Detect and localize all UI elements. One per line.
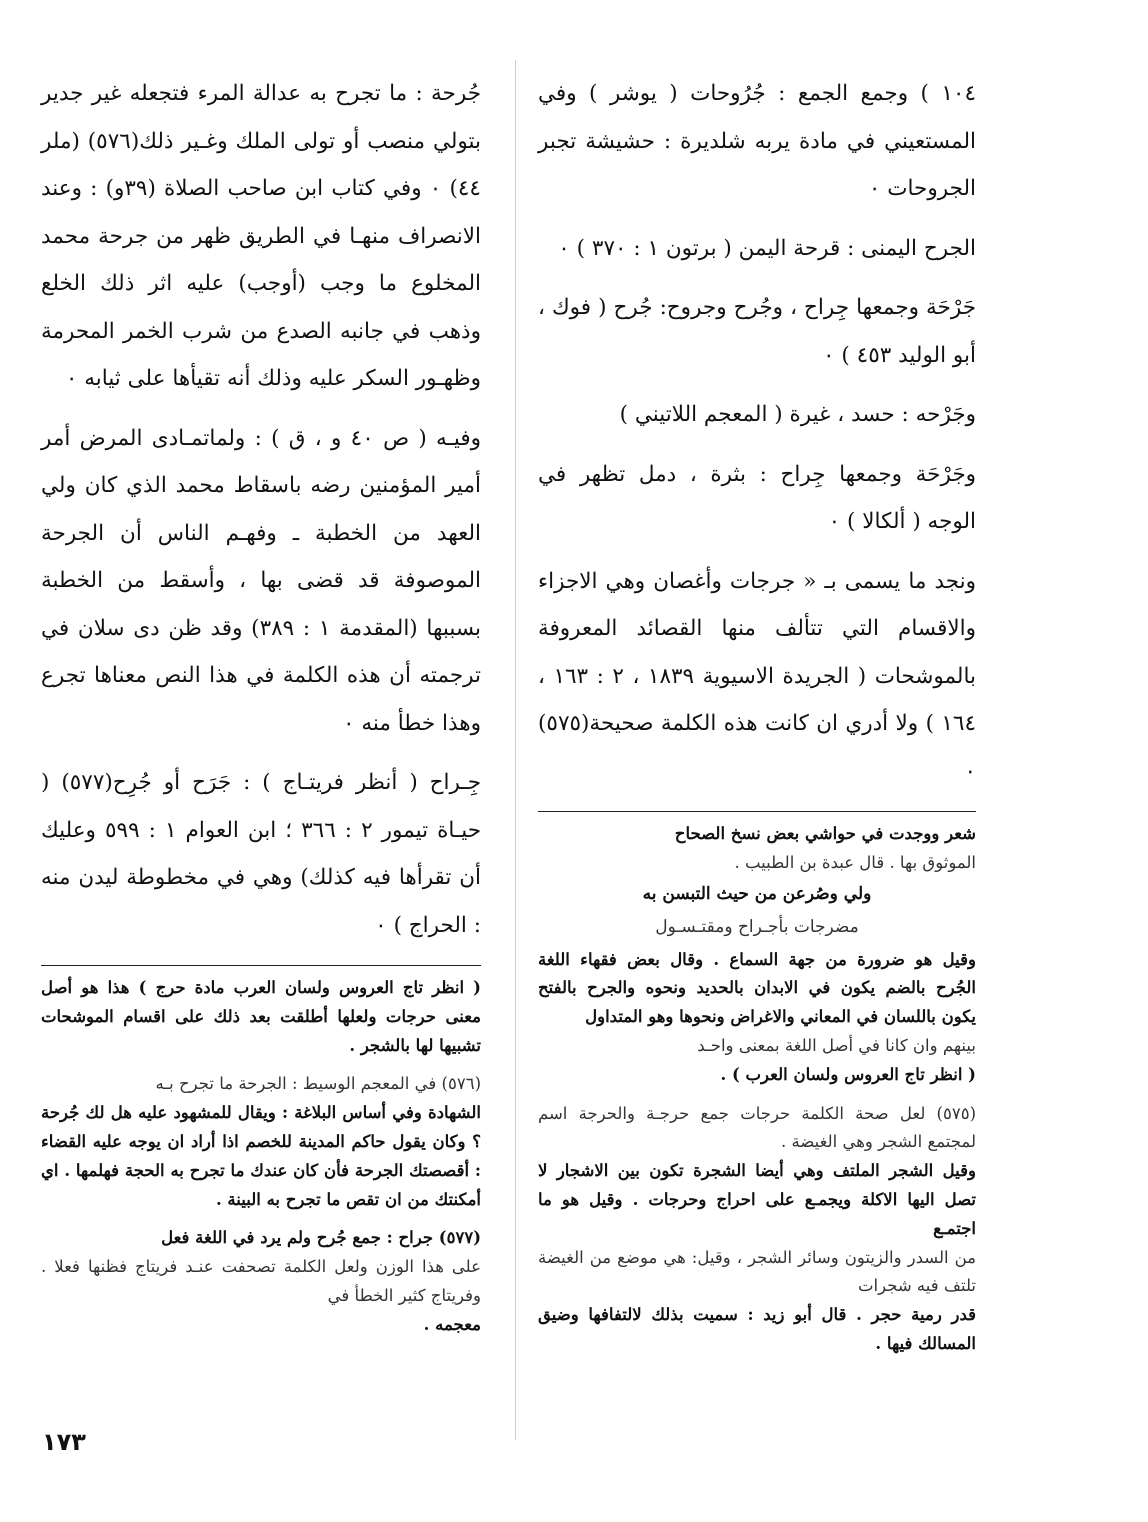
paragraph: ١٠٤ ) وجمع الجمع : جُرُوحات ( يوشر ) وفي المستعيني في مادة يربه شلديرة : حشيشة تجبر الجروحات ٠ [538,81,976,201]
footnote-line: الموثوق بها . قال عبدة بن الطبيب . [734,852,976,872]
footnote-576: (٥٧٦) في المعجم الوسيط : الجرحة ما تجرح بـه [155,1074,481,1094]
footnote-line: بينهم وان كانا في أصل اللغة بمعنى واحـد [697,1035,976,1055]
paragraph: الجرح اليمنى : قرحة اليمن ( برتون ١ : ٣٧٠ ) ٠ [558,235,976,261]
footnote-continuation: ( انظر تاج العروس ولسان العرب مادة حرج ) هذا هو أصل معنى حرجات ولعلها أطلقت بعد ذلك على اقسام الموشحات تشبيها لها بالشجر . [41,978,481,1055]
footnote-575: (٥٧٥) لعل صحة الكلمة حرجات جمع حرجـة والحرجة اسم لمجتمع الشجر وهي الغيضة . [538,1103,976,1152]
paragraph: جِـراح ( أنظر فريتـاج ) : جَرَح أو جُرِح(٥٧٧) ( حيـاة تيمور ٢ : ٣٦٦ ؛ ابن العوام ١ : ٥٩٩ وعليك أن تقرأها فيه كذلك) وهي في مخطوطة ليدن منه : الحراج ) ٠ [41,770,481,938]
footnote-577-end: معجمه . [423,1314,481,1334]
paragraph: جُرحة : ما تجرح به عدالة المرء فتجعله غير جدير بتولي منصب أو تولى الملك وغـير ذلك(٥٧٦) (ملر ٤٤) ٠ وفي كتاب ابن صاحب الصلاة (٣٩و) : وعند الانصراف منهـا في الطريق ظهر من جرحة محمد المخلوع ما وجب (أوجب) عليه اثر ذلك الخلع وذهب في جانبه الصدع من شرب الخمر المحرمة وظهـور السكر عليه وذلك أنه تقيأها على ثيابه ٠ [41,81,481,391]
footnote-separator [41,965,481,966]
footnote-577: (٥٧٧) جراح : جمع جُرح ولم يرد في اللغة فعل [161,1228,481,1248]
paragraph: ونجد ما يسمى بـ « جرجات وأغصان وهي الاجزاء والاقسام التي تتألف منها القصائد المعروفة بالموشحات ( الجريدة الاسيوية ١٨٣٩ ، ٢ : ١٦٣ ، ١٦٤ ) ولا أدري ان كانت هذه الكلمة صحيحة(٥٧٥) ٠ [538,568,976,784]
footnote-line: ( انظر تاج العروس ولسان العرب ) . [720,1064,976,1084]
verse-line: ولي وصُرعن من حيث التبسن به [642,883,872,904]
paragraph: وفيـه ( ص ٤٠ و ، ق ) : ولماتمـادى المرض أمر أمير المؤمنين رضه باسقاط محمد الذي كان ولي العهد من الخطبة ـ وفهـم الناس أن الجرحة الموصوفة قد قضى بها ، وأسقط من الخطبة بسببها (المقدمة ١ : ٣٨٩) وقد ظن دى سلان في ترجمته أن هذه الكلمة في هذا النص معناها تجرع وهذا خطأ منه ٠ [41,425,481,736]
footnote-575-cont: من السدر والزيتون وسائر الشجر ، وقيل: هي موضع من الغيضة تلتف فيه شجرات [538,1247,976,1296]
paragraph: جَرْحَة وجمعها جِراح ، وجُرح وجروح: جُرح ( فوك ، أبو الوليد ٤٥٣ ) ٠ [538,295,976,368]
footnote-separator [538,811,976,812]
verse-line: مضرجات بأجـراح ومقتـسـول [655,916,859,937]
paragraph: وجَرْحه : حسد ، غيرة ( المعجم اللاتيني ) [619,402,976,427]
footnote-577-cont: على هذا الوزن ولعل الكلمة تصحفت عنـد فريتاج فظنها فعلا . وفريتاج كثير الخطأ في [41,1257,481,1305]
page-number: ١٧٣ [42,1428,86,1456]
footnote-575-cont: وقيل الشجر الملتف وهي أيضا الشجرة تكون بين الاشجار لا تصل اليها الاكلة ويجمـع على احراج وحرجات . وقيل هو ما اجتمـع [538,1161,976,1238]
footnote-line: شعر ووجدت في حواشي بعض نسخ الصحاح [674,824,976,843]
footnote-576-cont: الشهادة وفي أساس البلاغة : ويقال للمشهود عليه هل لك جُرحة ؟ وكان يقول حاكم المدينة للخصم اذا أراد ان يوجه عليه القضاء : أقصصتك الجرحة فأن كان عندك ما تجرح به الحجة فهلمها . اي أمكنتك من ان تقص ما تجرح به البينة . [41,1103,481,1209]
footnote-575-cont: قدر رمية حجر . قال أبو زيد : سميت بذلك لالتفافها وضيق المسالك فيها . [538,1305,976,1353]
footnote-line: وقيل هو ضرورة من جهة السماع . وقال بعض فقهاء اللغة الجُرح بالضم يكون في الابدان بالحديد ونحوه والجرح بالفتح يكون باللسان في المعاني والاغراض ونحوها وهو المتداول [538,949,976,1027]
paragraph: وجَرْحَة وجمعها جِراح : بثرة ، دمل تظهر في الوجه ( ألكالا ) ٠ [538,461,976,534]
right-column [538,70,976,1369]
left-column [41,70,481,1350]
column-divider [515,60,516,1440]
